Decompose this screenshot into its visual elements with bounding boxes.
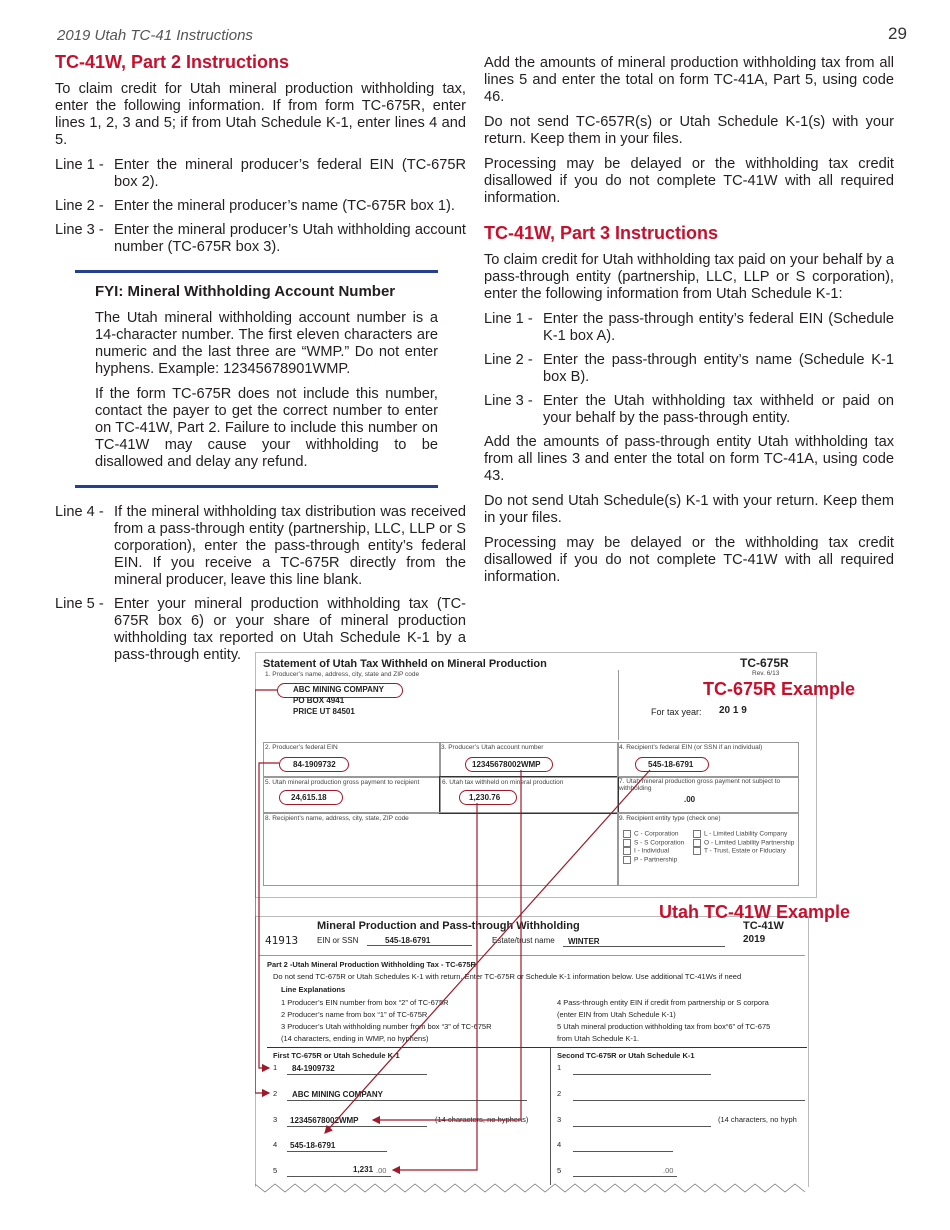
fyi-title: FYI: Mineral Withholding Account Number xyxy=(95,283,396,300)
form-example-figure xyxy=(255,650,856,1195)
tc675r-title: Statement of Utah Tax Withheld on Mineral Production xyxy=(263,658,547,670)
row5-cents: .00 xyxy=(376,1166,387,1175)
box2-label: 2. Producer’s federal EIN xyxy=(265,744,338,751)
tax-year-label: For tax year: xyxy=(651,707,702,717)
tc41w-title: Mineral Production and Pass-through Withholding xyxy=(317,920,580,932)
part2-intro: To claim credit for Utah mineral production withholding tax, enter the following information. If from form TC-675R, enter lines 1, 2, 3 and 5; if from Utah Schedule K-1, enter lines 4 and 5. xyxy=(55,81,466,148)
arrow-withheld-tax xyxy=(393,803,477,1170)
box7-value: .00 xyxy=(684,795,696,804)
entity-option-label: I - Individual xyxy=(634,848,670,856)
arrow-producer-name xyxy=(255,690,277,1093)
line-key: Line 3 - xyxy=(484,393,533,409)
line-key: Line 1 - xyxy=(484,311,533,327)
box6-value: 1,230.76 xyxy=(469,793,501,802)
paragraph: Do not send Utah Schedule(s) K-1 with your return. Keep them in your files. xyxy=(484,493,894,526)
row3-hint-right: (14 characters, no hyph xyxy=(718,1115,797,1124)
box8-label: 8. Recipient’s name, address, city, state, ZIP code xyxy=(265,815,409,822)
line-key: Line 4 - xyxy=(55,504,104,520)
tc675r-form-id: TC-675R xyxy=(740,656,789,670)
line-item xyxy=(55,198,466,215)
part2-title: Part 2 -Utah Mineral Production Withholding Tax - TC-675R xyxy=(267,960,476,969)
entity-option-label: C - Corporation xyxy=(634,830,679,838)
producer-addr1: PO BOX 4941 xyxy=(293,696,345,705)
row1-value: 84-1909732 xyxy=(292,1064,335,1073)
line-key: Line 5 - xyxy=(55,596,104,612)
ein-value: 545-18-6791 xyxy=(385,936,431,945)
row2-value: ABC MINING COMPANY xyxy=(292,1090,383,1099)
line-item xyxy=(55,504,466,589)
line-key: Line 2 - xyxy=(484,352,533,368)
line-item xyxy=(55,222,466,256)
explanation-line: 4 Pass-through entity EIN if credit from partnership or S corpora xyxy=(557,998,769,1007)
row-num: 5 xyxy=(273,1166,278,1175)
entity-option-label: S - S Corporation xyxy=(634,839,685,847)
line-key: Line 3 - xyxy=(55,222,104,238)
explanation-line: 2 Producer’s name from box “1” of TC-675R xyxy=(281,1010,428,1019)
row-num: 4 xyxy=(557,1140,562,1149)
paragraph: Processing may be delayed or the withholding tax credit disallowed if you do not complete TC-41W with all required information. xyxy=(484,535,894,585)
row-num: 1 xyxy=(273,1063,278,1072)
entity-option-label: O - Limited Liability Partnership xyxy=(704,839,795,847)
line-text: Enter your mineral production withholding tax (TC-675R box 6) or your share of mineral production withholding tax reported on Utah Schedule K-1 by a pass-through entity. xyxy=(114,596,466,663)
line-text: Enter the mineral producer’s federal EIN (TC-675R box 2). xyxy=(114,157,466,190)
paragraph: Add the amounts of pass-through entity Utah withholding tax from all lines 3 and enter the total on form TC-41A, using code 43. xyxy=(484,434,894,484)
fyi-paragraph: If the form TC-675R does not include this number, contact the payer to get the correct number to enter on TC-41W, Part 2. Failure to include this number on TC-41W may cause your withholding to be disallowed and delay any refund. xyxy=(95,386,438,470)
box4-value: 545-18-6791 xyxy=(648,760,694,769)
estate-label: Estate/trust name xyxy=(492,936,555,945)
arrow-account-number xyxy=(373,770,521,1120)
line-text: Enter the pass-through entity’s name (Schedule K-1 box B). xyxy=(543,352,894,385)
tc41w-year: 2019 xyxy=(743,934,766,945)
line-text: Enter the pass-through entity’s federal EIN (Schedule K-1 box A). xyxy=(543,311,894,344)
part3-heading: TC-41W, Part 3 Instructions xyxy=(484,223,719,243)
explanation-line: from Utah Schedule K-1. xyxy=(557,1034,640,1043)
row3-value: 12345678002WMP xyxy=(290,1116,359,1125)
line-item xyxy=(484,311,894,345)
explanations-heading: Line Explanations xyxy=(281,985,346,994)
part2-heading: TC-41W, Part 2 Instructions xyxy=(55,52,290,72)
box3-label: 3. Producer’s Utah account number xyxy=(441,744,544,751)
paragraph: To claim credit for Utah withholding tax paid on your behalf by a pass-through entity (partnership, LLC, LLP or S corporation), enter the following information from Utah Schedule K-1: xyxy=(484,252,894,302)
box3-value: 12345678002WMP xyxy=(472,760,541,769)
line-key: Line 1 - xyxy=(55,157,104,173)
tax-year: 20 1 9 xyxy=(719,705,747,716)
row5-cents-right: .00 xyxy=(663,1166,674,1175)
estate-value: WINTER xyxy=(568,937,600,946)
entity-option-label: T - Trust, Estate or Fiduciary xyxy=(704,848,786,856)
row-num: 5 xyxy=(557,1166,562,1175)
line-item xyxy=(55,157,466,191)
line-text: If the mineral withholding tax distribution was received from a pass-through entity (partnership, LLC, LLP or S corporation), enter the pass-through entity’s federal EIN. If you receive a TC-675R directly from the mineral producer, leave this line blank. xyxy=(114,504,466,588)
box5-value: 24,615.18 xyxy=(291,793,327,802)
tc41w-form-id: TC-41W xyxy=(743,920,784,932)
box1-label: 1. Producer’s name, address, city, state and ZIP code xyxy=(265,671,420,678)
ein-label: EIN or SSN xyxy=(317,936,359,945)
row5-value: 1,231 xyxy=(353,1165,374,1174)
explanation-line: (14 characters, ending in WMP, no hyphens) xyxy=(281,1034,429,1043)
line-item xyxy=(484,393,894,427)
fyi-box xyxy=(75,270,438,488)
row-num: 3 xyxy=(273,1115,278,1124)
box9-label: 9. Recipient entity type (check one) xyxy=(619,815,721,822)
page-number: 29 xyxy=(888,24,907,43)
fyi-paragraph: The Utah mineral withholding account number is a 14-character number. The first eleven characters are numeric and the last three are “WMP.” Do not enter hyphens. Example: 12345678901WMP. xyxy=(95,310,438,377)
row4-value: 545-18-6791 xyxy=(290,1141,336,1150)
paragraph: Add the amounts of mineral production withholding tax from all lines 5 and enter the total on form TC-41A, Part 5, using code 46. xyxy=(484,55,894,105)
entity-option-label: P - Partnership xyxy=(634,856,678,864)
line-text: Enter the Utah withholding tax withheld or paid on your behalf by the pass-through entity. xyxy=(543,393,894,426)
arrow-producer-ein xyxy=(259,763,279,1068)
page-header-title: 2019 Utah TC-41 Instructions xyxy=(57,27,253,44)
explanation-line: 3 Producer’s Utah withholding number from box “3” of TC-675R xyxy=(281,1022,492,1031)
row-num: 2 xyxy=(557,1089,562,1098)
row3-hint: (14 characters, no hyphens) xyxy=(435,1115,529,1124)
row-num: 4 xyxy=(273,1140,278,1149)
box5-label: 5. Utah mineral production gross payment to recipient xyxy=(265,779,420,786)
box6-label: 6. Utah tax withheld on mineral production xyxy=(442,779,564,786)
box2-value: 84-1909732 xyxy=(293,760,336,769)
line-text: Enter the mineral producer’s name (TC-675R box 1). xyxy=(114,198,455,214)
first-heading: First TC-675R or Utah Schedule K-1 xyxy=(273,1051,400,1060)
row-num: 2 xyxy=(273,1089,278,1098)
explanation-line: 5 Utah mineral production withholding tax from box“6” of TC-675 xyxy=(557,1022,771,1031)
tc675r-rev: Rev. 6/13 xyxy=(752,670,780,677)
entity-option-label: L - Limited Liability Company xyxy=(704,830,788,838)
tc41w-code: 41913 xyxy=(265,934,299,947)
line-item xyxy=(484,352,894,386)
line-key: Line 2 - xyxy=(55,198,104,214)
second-heading: Second TC-675R or Utah Schedule K-1 xyxy=(557,1051,695,1060)
box4-label: 4. Recipient’s federal EIN (or SSN if an individual) xyxy=(619,744,763,751)
right-column xyxy=(484,55,894,594)
arrow-recipient-ein xyxy=(325,770,650,1133)
left-column xyxy=(55,54,466,671)
tc41w-example-label: Utah TC-41W Example xyxy=(659,902,851,922)
part2-note: Do not send TC-675R or Utah Schedules K-1 with return. Enter TC-675R or Schedule K-1 information below. Use additional TC-41Ws if need xyxy=(273,972,742,981)
connector-arrows xyxy=(255,650,820,1195)
explanation-line: 1 Producer’s EIN number from box “2” of TC-675R xyxy=(281,998,449,1007)
producer-addr2: PRICE UT 84501 xyxy=(293,707,355,716)
explanation-line: (enter EIN from Utah Schedule K-1) xyxy=(557,1010,676,1019)
row-num: 3 xyxy=(557,1115,562,1124)
producer-name: ABC MINING COMPANY xyxy=(293,685,384,694)
row-num: 1 xyxy=(557,1063,562,1072)
line-text: Enter the mineral producer’s Utah withholding account number (TC-675R box 3). xyxy=(114,222,466,255)
paragraph: Do not send TC-657R(s) or Utah Schedule K-1(s) with your return. Keep them in your files. xyxy=(484,114,894,147)
box7-label: 7. Utah mineral production gross payment not subject to withholding xyxy=(619,778,781,792)
paragraph: Processing may be delayed or the withholding tax credit disallowed if you do not complete TC-41W with all required information. xyxy=(484,156,894,206)
tc675r-example-label: TC-675R Example xyxy=(703,679,856,699)
